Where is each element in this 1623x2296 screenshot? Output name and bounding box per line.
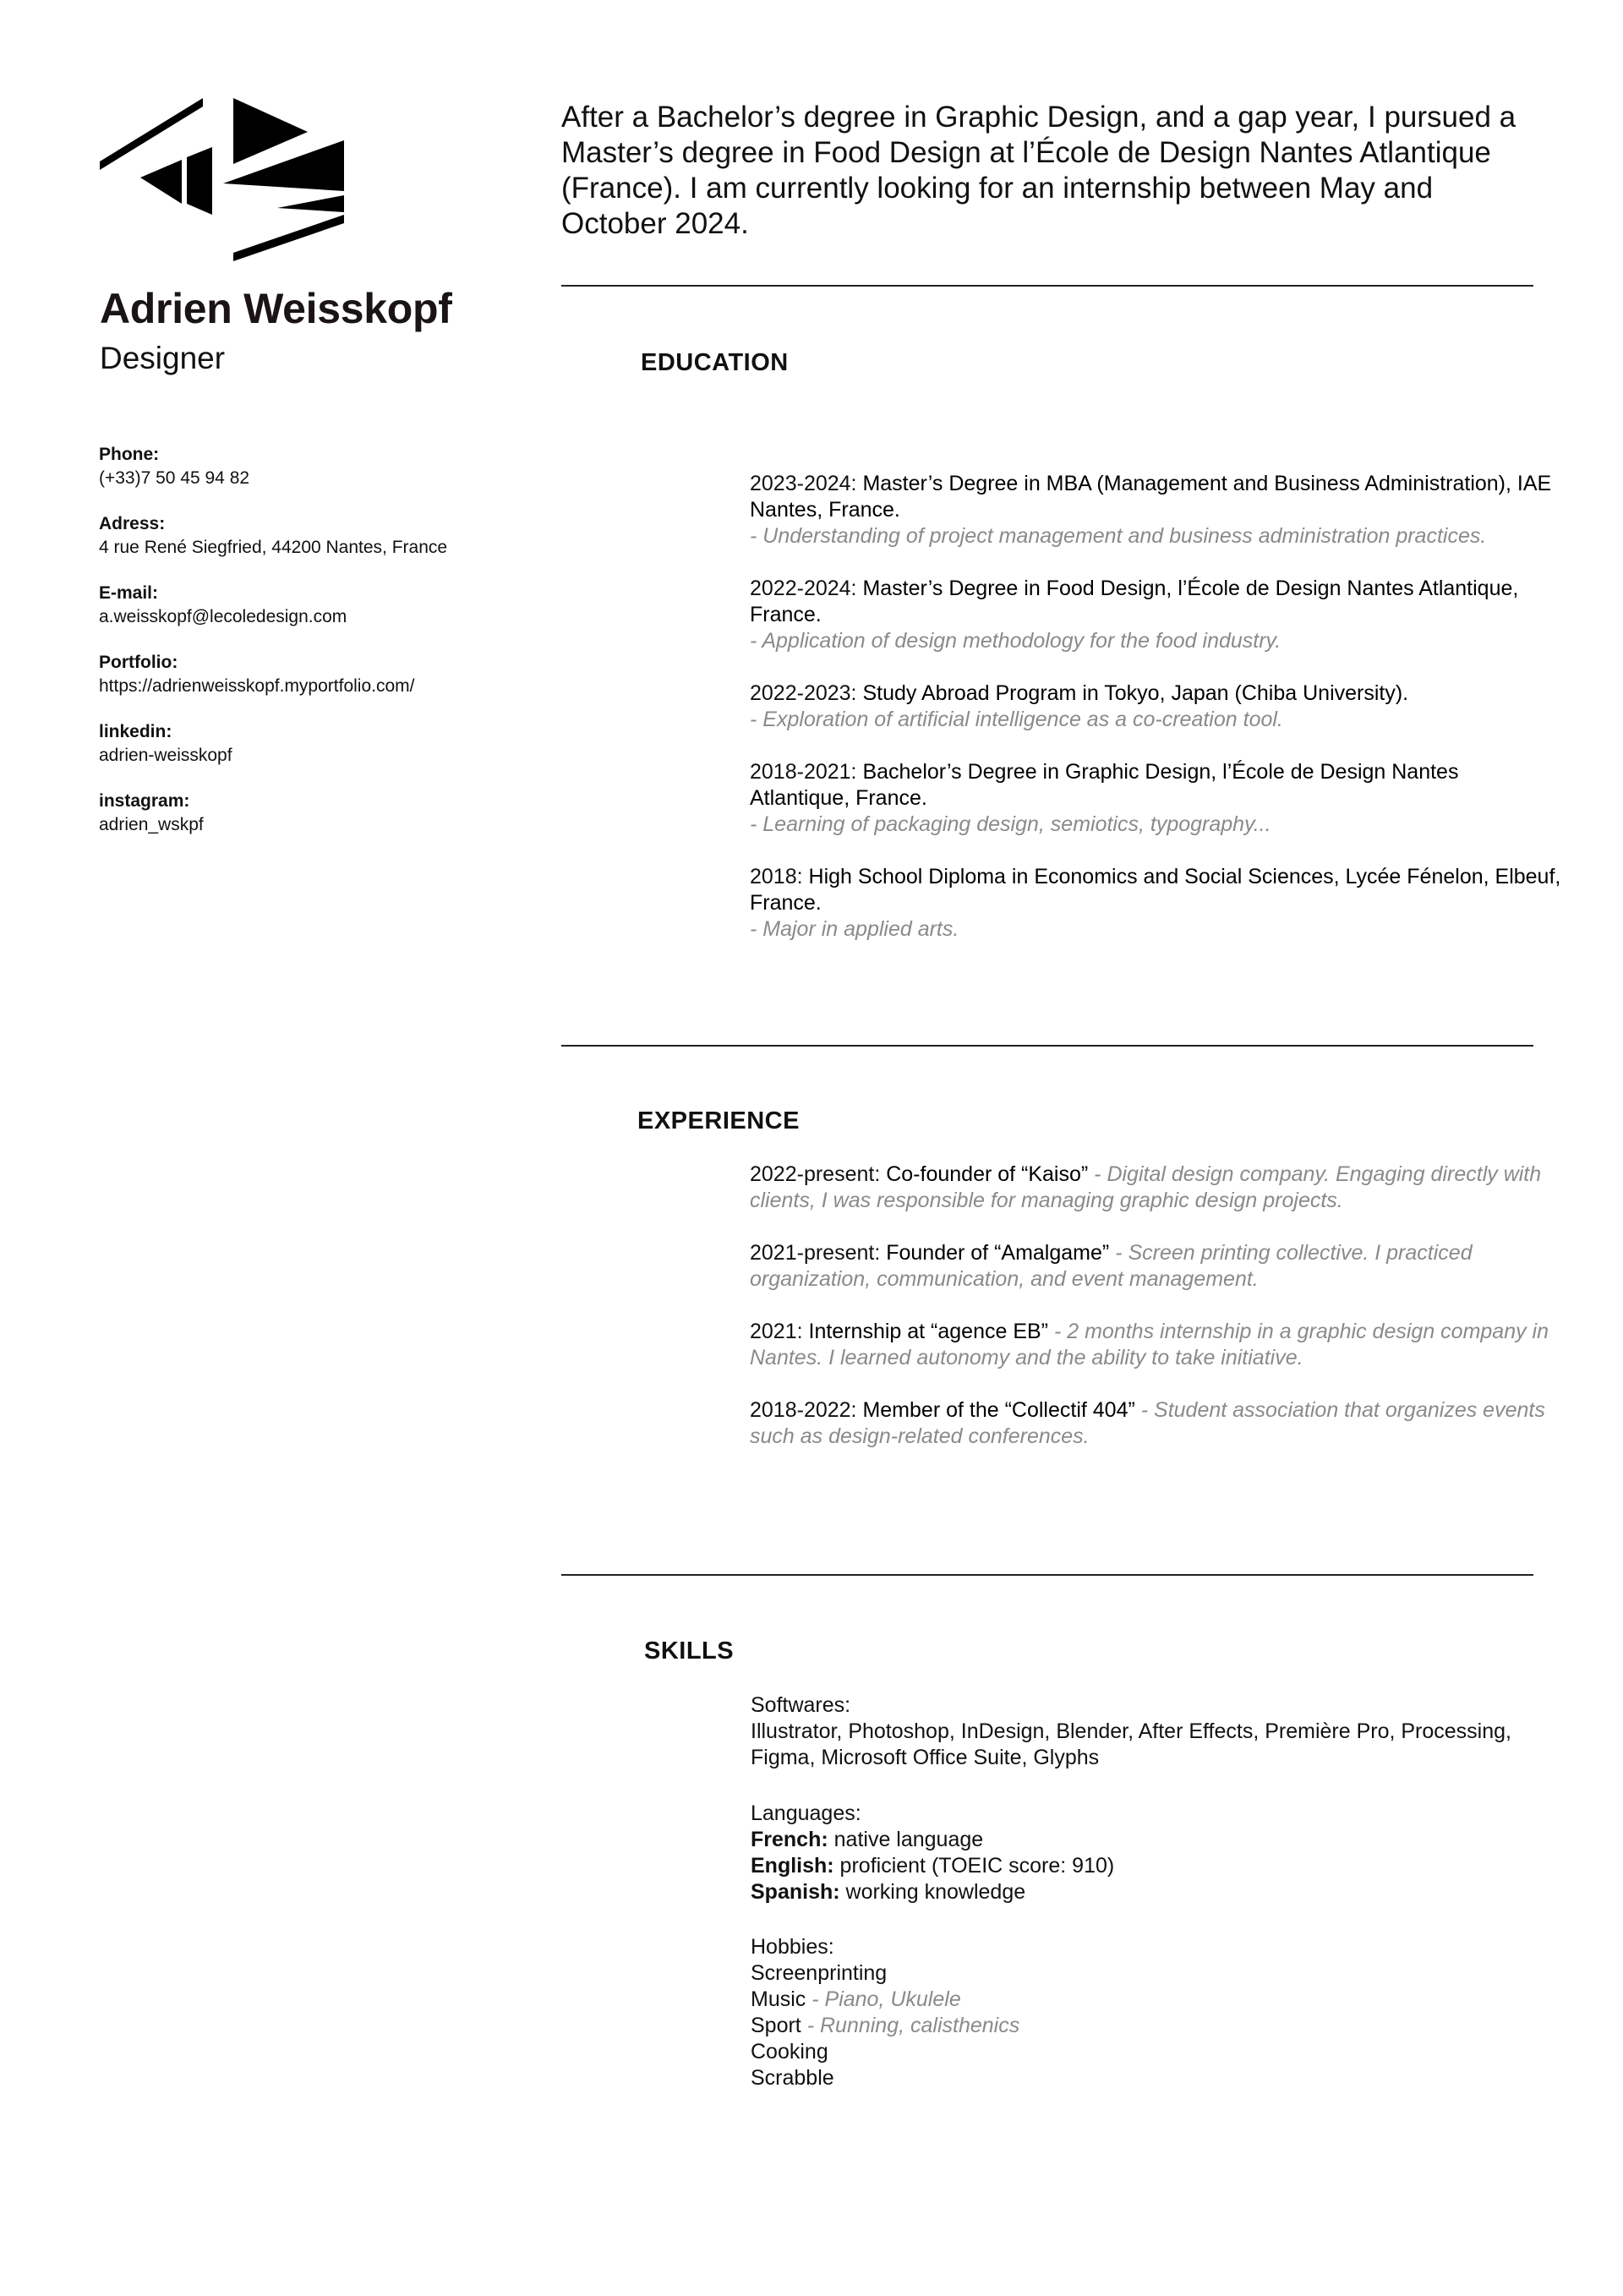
hobby-item [751, 2039, 1562, 2065]
education-entry [750, 864, 1561, 943]
language-item [751, 1853, 1562, 1879]
entry-years: 2018: [750, 865, 809, 888]
contact-label: instagram: [99, 791, 190, 811]
contact-email [99, 582, 538, 629]
entry-description: - Understanding of project management and business administration practices. [750, 524, 1487, 548]
experience-entry [750, 1240, 1561, 1293]
skills-languages-heading: Languages: [751, 1801, 861, 1825]
contact-label: linkedin: [99, 722, 172, 741]
contact-label: E-mail: [99, 583, 159, 603]
hobby-name: Scrabble [751, 2066, 834, 2090]
candidate-role: Designer [100, 341, 226, 375]
hobby-name: Screenprinting [751, 1961, 888, 1985]
hobby-item [751, 2013, 1562, 2039]
hobby-item [751, 1987, 1562, 2013]
hobby-item [751, 2065, 1562, 2091]
contact-value: adrien-weisskopf [99, 746, 232, 765]
entry-description: - Major in applied arts. [750, 917, 959, 941]
entry-years: 2023-2024: [750, 472, 863, 495]
education-entry [750, 681, 1561, 733]
skills-softwares-list: Illustrator, Photoshop, InDesign, Blender, After Effects, Première Pro, Processing, Figma, Microsoft Office Suite, Glyphs [751, 1719, 1511, 1769]
hobby-detail: - Piano, Ukulele [806, 1987, 961, 2011]
education-title: EDUCATION [641, 349, 789, 376]
entry-title: Member of the “Collectif 404” [862, 1398, 1135, 1422]
divider [561, 285, 1533, 287]
language-level: proficient (TOEIC score: 910) [833, 1854, 1115, 1878]
hobby-name: Sport [751, 2014, 801, 2037]
education-entry [750, 471, 1561, 549]
entry-description: - Learning of packaging design, semiotics, typography... [750, 812, 1271, 836]
contact-address [99, 512, 538, 560]
contact-value: https://adrienweisskopf.myportfolio.com/ [99, 676, 415, 696]
skills-softwares-heading: Softwares: [751, 1693, 851, 1717]
hobby-name: Music [751, 1987, 806, 2011]
entry-title: High School Diploma in Economics and Social Sciences, Lycée Fénelon, Elbeuf, France. [750, 865, 1561, 915]
hobby-detail: - Running, calisthenics [801, 2014, 1020, 2037]
contact-value: (+33)7 50 45 94 82 [99, 468, 250, 488]
skills-softwares [751, 1692, 1562, 1771]
education-entry [750, 576, 1561, 654]
language-level: working knowledge [839, 1880, 1026, 1904]
experience-entry [750, 1162, 1561, 1214]
contact-label: Adress: [99, 514, 166, 533]
skills-title: SKILLS [644, 1637, 735, 1665]
contact-value: adrien_wskpf [99, 815, 204, 834]
contact-linkedin [99, 720, 538, 768]
hobby-item [751, 1960, 1562, 1987]
entry-years: 2018-2022: [750, 1398, 863, 1422]
entry-title: Co-founder of “Kaiso” [886, 1162, 1089, 1186]
entry-years: 2021: [750, 1320, 809, 1343]
entry-title: Master’s Degree in Food Design, l’École de Design Nantes Atlantique, France. [750, 577, 1519, 626]
entry-description: - Student association that organizes events such as design-related conferences. [750, 1398, 1545, 1448]
candidate-name: Adrien Weisskopf [100, 285, 452, 332]
contact-instagram [99, 790, 538, 837]
language-item [751, 1879, 1562, 1905]
entry-title: Master’s Degree in MBA (Management and Business Administration), IAE Nantes, France. [750, 472, 1552, 522]
entry-title: Bachelor’s Degree in Graphic Design, l’École de Design Nantes Atlantique, France. [750, 760, 1459, 810]
divider [561, 1045, 1533, 1047]
entry-title: Internship at “agence EB” [808, 1320, 1049, 1343]
experience-title: EXPERIENCE [637, 1107, 800, 1134]
language-name: English: [751, 1854, 834, 1878]
entry-years: 2022-present: [750, 1162, 887, 1186]
entry-description: - Digital design company. Engaging directly with clients, I was responsible for managing graphic design projects. [750, 1162, 1542, 1212]
education-entry [750, 759, 1561, 838]
contact-label: Portfolio: [99, 653, 178, 672]
entry-description: - 2 months internship in a graphic design company in Nantes. I learned autonomy and the ability to take initiative. [750, 1320, 1549, 1369]
hobby-name: Cooking [751, 2040, 828, 2064]
geometric-triangles-logo-icon [100, 98, 349, 261]
entry-title: Study Abroad Program in Tokyo, Japan (Chiba University). [862, 681, 1409, 705]
contact-value: a.weisskopf@lecoledesign.com [99, 607, 347, 626]
language-name: Spanish: [751, 1880, 840, 1904]
contact-label: Phone: [99, 445, 160, 464]
skills-languages [751, 1801, 1562, 1905]
language-item [751, 1827, 1562, 1853]
entry-description: - Application of design methodology for the food industry. [750, 629, 1281, 653]
entry-years: 2022-2023: [750, 681, 863, 705]
experience-entry [750, 1319, 1561, 1371]
entry-years: 2018-2021: [750, 760, 863, 784]
entry-description: - Screen printing collective. I practiced organization, communication, and event management. [750, 1241, 1473, 1291]
contact-phone [99, 443, 538, 490]
contact-portfolio [99, 651, 538, 698]
language-name: French: [751, 1828, 828, 1851]
language-level: native language [828, 1828, 984, 1851]
entry-years: 2022-2024: [750, 577, 863, 600]
entry-description: - Exploration of artificial intelligence as a co-creation tool. [750, 708, 1283, 731]
skills-hobbies-heading: Hobbies: [751, 1935, 834, 1959]
intro-paragraph: After a Bachelor’s degree in Graphic Design, and a gap year, I pursued a Master’s degree in Food Design at l’École de Design Nantes Atlantique (France). I am currently looking for an internship between May and October 2024. [561, 101, 1516, 240]
skills-hobbies [751, 1934, 1562, 2091]
divider [561, 1574, 1533, 1576]
entry-years: 2021-present: [750, 1241, 887, 1265]
contact-value: 4 rue René Siegfried, 44200 Nantes, France [99, 538, 448, 557]
experience-entry [750, 1397, 1561, 1450]
entry-title: Founder of “Amalgame” [886, 1241, 1110, 1265]
